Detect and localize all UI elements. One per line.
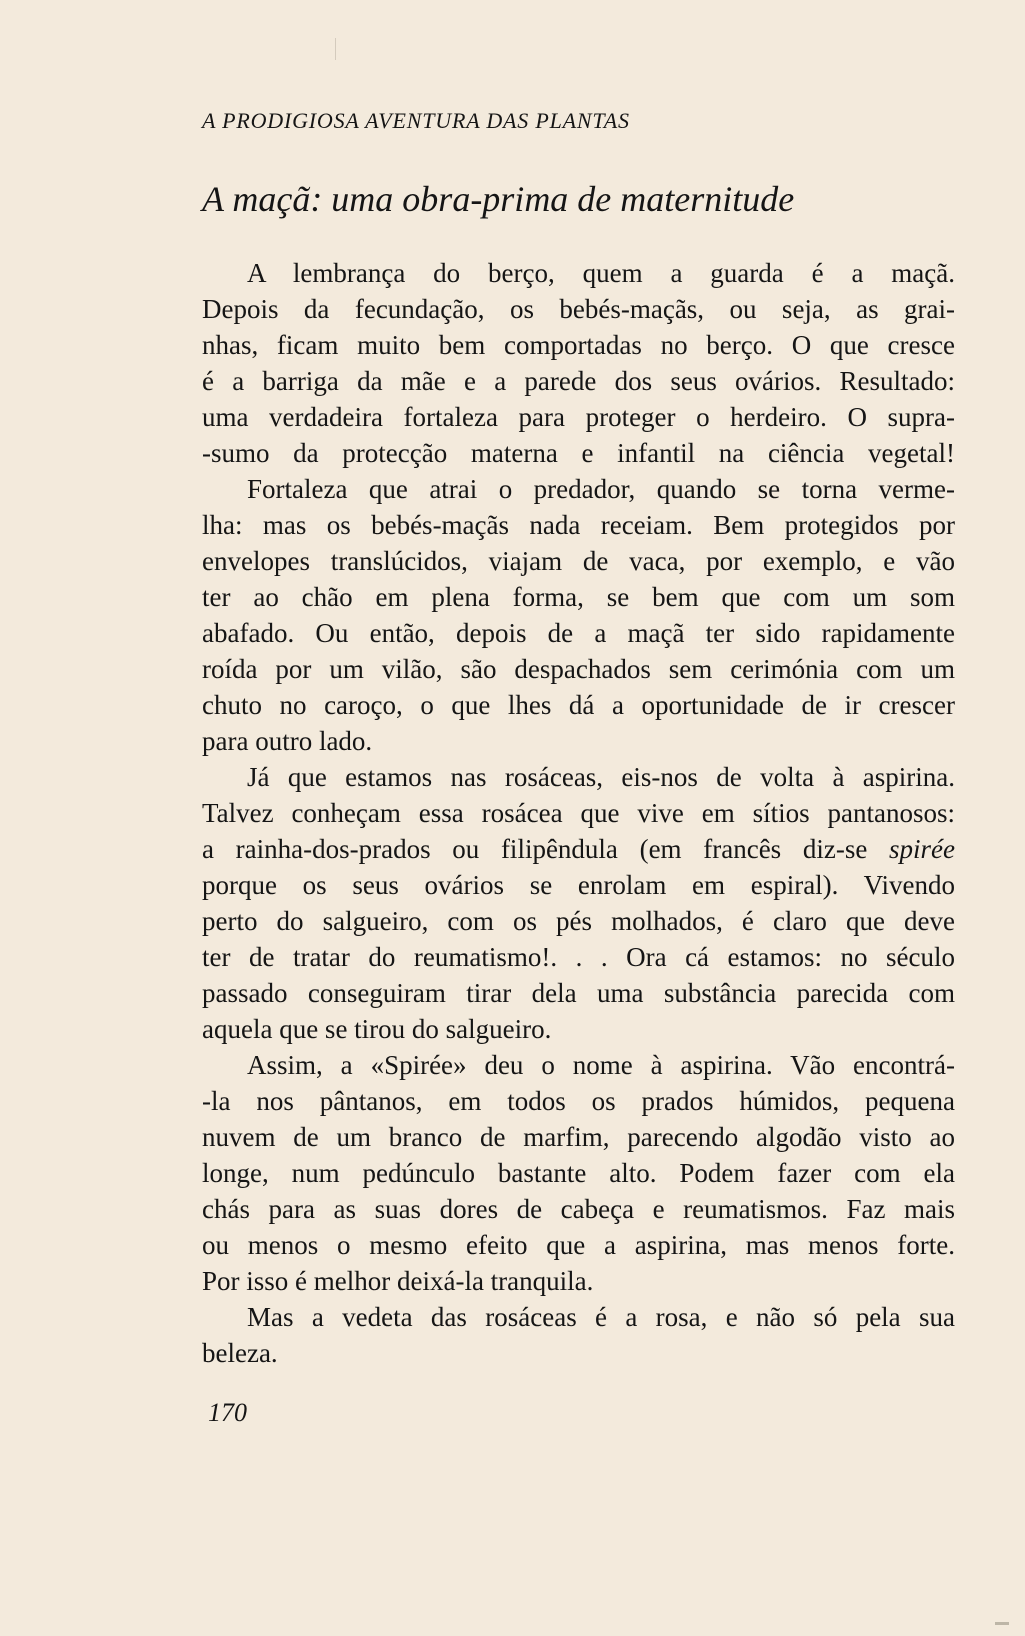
text-line: roída por um vilão, são despachados sem cerimónia com um bbox=[202, 654, 955, 684]
text-line: ter de tratar do reumatismo!. . . Ora cá estamos: no século bbox=[202, 942, 955, 972]
chapter-title: A maçã: uma obra-prima de maternitude bbox=[202, 179, 795, 219]
text-line: longe, num pedúnculo bastante alto. Podem fazer com ela bbox=[202, 1158, 955, 1188]
text-line: lha: mas os bebés-maçãs nada receiam. Bem protegidos por bbox=[202, 510, 955, 540]
body-text bbox=[202, 255, 955, 1371]
text-line: a rainha-dos-prados ou filipêndula (em francês diz-se spirée bbox=[202, 834, 955, 864]
text-line: chuto no caroço, o que lhes dá a oportunidade de ir crescer bbox=[202, 690, 955, 720]
text-line: ou menos o mesmo efeito que a aspirina, mas menos forte. bbox=[202, 1230, 955, 1260]
text-line: abafado. Ou então, depois de a maçã ter sido rapidamente bbox=[202, 618, 955, 648]
text-line: Já que estamos nas rosáceas, eis-nos de volta à aspirina. bbox=[247, 762, 955, 792]
text-line: envelopes translúcidos, viajam de vaca, por exemplo, e vão bbox=[202, 546, 955, 576]
text-line: para outro lado. bbox=[202, 726, 373, 756]
text-line: nuvem de um branco de marfim, parecendo algodão visto ao bbox=[202, 1122, 955, 1152]
text-line: chás para as suas dores de cabeça e reumatismos. Faz mais bbox=[202, 1194, 955, 1224]
text-line: -la nos pântanos, em todos os prados húmidos, pequena bbox=[202, 1086, 955, 1116]
paper-speck bbox=[335, 38, 336, 60]
paper-speck bbox=[995, 1622, 1009, 1625]
page-number: 170 bbox=[208, 1398, 247, 1427]
text-line: aquela que se tirou do salgueiro. bbox=[202, 1014, 552, 1044]
text-line: A lembrança do berço, quem a guarda é a maçã. bbox=[247, 258, 955, 288]
text-line: perto do salgueiro, com os pés molhados, é claro que deve bbox=[202, 906, 955, 936]
text-line: nhas, ficam muito bem comportadas no berço. O que cresce bbox=[202, 330, 955, 360]
text-line: é a barriga da mãe e a parede dos seus ovários. Resultado: bbox=[202, 366, 955, 396]
text-line: Assim, a «Spirée» deu o nome à aspirina. Vão encontrá- bbox=[247, 1050, 955, 1080]
text-line: uma verdadeira fortaleza para proteger o herdeiro. O supra- bbox=[202, 402, 955, 432]
text-line: Depois da fecundação, os bebés-maçãs, ou seja, as grai- bbox=[202, 294, 955, 324]
text-line: Fortaleza que atrai o predador, quando se torna verme- bbox=[247, 474, 955, 504]
text-line: porque os seus ovários se enrolam em espiral). Vivendo bbox=[202, 870, 955, 900]
running-head: A PRODIGIOSA AVENTURA DAS PLANTAS bbox=[202, 108, 630, 133]
text-line: -sumo da protecção materna e infantil na ciência vegetal! bbox=[202, 438, 955, 468]
text-line: beleza. bbox=[202, 1338, 278, 1368]
text-line: ter ao chão em plena forma, se bem que com um som bbox=[202, 582, 955, 612]
text-line: Por isso é melhor deixá-la tranquila. bbox=[202, 1266, 594, 1296]
text-line: Mas a vedeta das rosáceas é a rosa, e não só pela sua bbox=[247, 1302, 955, 1332]
text-line: Talvez conheçam essa rosácea que vive em sítios pantanosos: bbox=[202, 798, 955, 828]
text-line: passado conseguiram tirar dela uma substância parecida com bbox=[202, 978, 955, 1008]
